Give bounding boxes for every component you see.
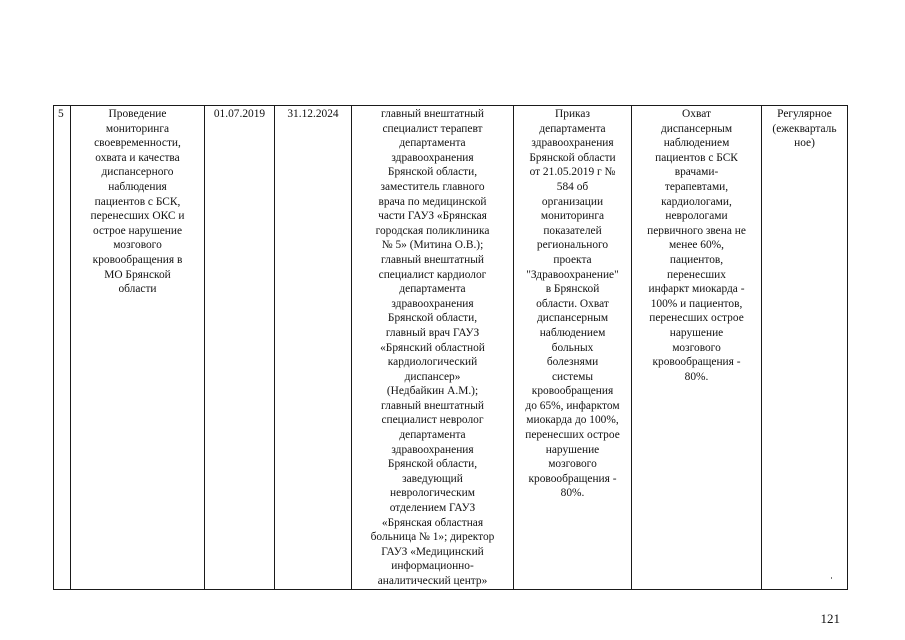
document-cell: Приказ департамента здравоохранения Брянской области от 21.05.2019 г № 584 об организации мониторинга показателей регионального проекта "Здравоохранение" в Брянской области. Охват диспансерным наблюдением больных болезнями системы кровообращения до 65%, инфарктом миокарда до 100%, перенесших острое нарушение мозгового кровообращения - 80%.: [514, 106, 632, 590]
plan-table: [53, 105, 848, 590]
result-cell: Охват диспансерным наблюдением пациентов с БСК врачами- терапевтами, кардиологами, неврологами первичного звена не менее 60%, пациентов, перенесших инфаркт миокарда - 100% и пациентов, перенесших острое нарушение мозгового кровообращения - 80%.: [632, 106, 762, 590]
table-row: [54, 106, 848, 590]
page-number: 121: [820, 611, 840, 626]
row-number-cell: 5: [54, 106, 71, 590]
control-cell: Регулярное (ежекварталь ное): [762, 106, 848, 590]
start-date-cell: 01.07.2019: [205, 106, 275, 590]
activity-cell: Проведение мониторинга своевременности, охвата и качества диспансерного наблюдения пациентов с БСК, перенесших ОКС и острое нарушение мозгового кровообращения в МО Брянской области: [71, 106, 205, 590]
responsible-cell: главный внештатный специалист терапевт департамента здравоохранения Брянской области, заместитель главного врача по медицинской части ГАУЗ «Брянская городская поликлиника № 5» (Митина О.В.); главный внештатный специалист кардиолог департамента здравоохранения Брянской области, главный врач ГАУЗ «Брянский областной кардиологический диспансер» (Недбайкин А.М.); главный внештатный специалист невролог департамента здравоохранения Брянской области, заведующий неврологическим отделением ГАУЗ «Брянская областная больница № 1»; директор ГАУЗ «Медицинский информационно- аналитический центр»: [352, 106, 514, 590]
end-date-cell: 31.12.2024: [275, 106, 352, 590]
scan-speck: [831, 577, 832, 579]
